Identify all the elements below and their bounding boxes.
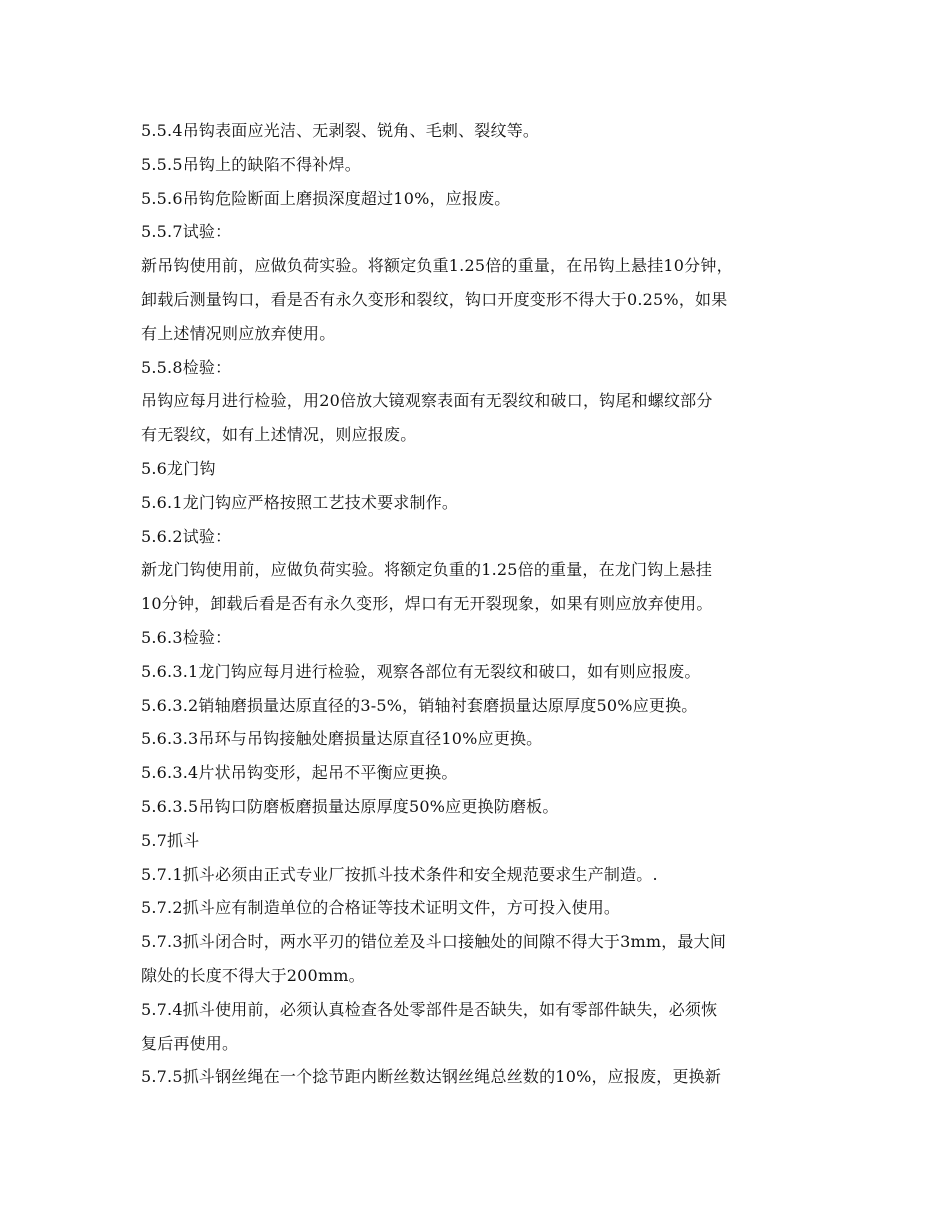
text-line: 5.6.1龙门钩应严格按照工艺技术要求制作。 (141, 492, 459, 512)
text-line: 10分钟，卸载后看是否有永久变形，焊口有无开裂现象，如果有则应放弃使用。 (141, 594, 713, 614)
section-heading: 5.6.2试验： (141, 526, 232, 546)
section-heading: 5.5.7试验： (141, 222, 232, 242)
text-line: 新吊钩使用前，应做负荷实验。将额定负重1.25倍的重量，在吊钩上悬挂10分钟， (141, 256, 733, 276)
text-line: 5.5.4吊钩表面应光洁、无剥裂、锐角、毛刺、裂纹等。 (141, 121, 540, 140)
section-heading: 5.6龙门钩 (141, 458, 216, 478)
text-line: 新龙门钩使用前，应做负荷实验。将额定负重的1.25倍的重量，在龙门钩上悬挂 (141, 560, 713, 580)
text-line: 卸载后测量钩口，看是否有永久变形和裂纹，钩口开度变形不得大于0.25%，如果 (141, 289, 728, 309)
text-line: 5.6.3.2销轴磨损量达原直径的3-5%，销轴衬套磨损量达原厚度50%应更换。 (141, 695, 698, 715)
text-line: 5.7.1抓斗必须由正式专业厂按抓斗技术条件和安全规范要求生产制造。. (141, 864, 658, 884)
text-line: 5.7.2抓斗应有制造单位的合格证等技术证明文件，方可投入使用。 (141, 898, 621, 918)
text-line: 复后再使用。 (141, 1033, 239, 1053)
text-line: 5.5.6吊钩危险断面上磨损深度超过10%，应报废。 (141, 188, 511, 208)
text-line: 5.7.5抓斗钢丝绳在一个捻节距内断丝数达钢丝绳总丝数的10%，应报废，更换新 (141, 1067, 722, 1087)
text-line: 5.6.3.3吊环与吊钩接触处磨损量达原直径10%应更换。 (141, 729, 543, 749)
text-line: 5.6.3.4片状吊钩变形，起吊不平衡应更换。 (141, 763, 458, 783)
section-heading: 5.7抓斗 (141, 830, 200, 850)
text-line: 5.6.3.1龙门钩应每月进行检验，观察各部位有无裂纹和破口，如有则应报废。 (141, 661, 701, 681)
section-heading: 5.6.3检验： (141, 627, 232, 647)
text-line: 有无裂纹，如有上述情况，则应报废。 (141, 425, 417, 445)
text-line: 吊钩应每月进行检验，用20倍放大镜观察表面有无裂纹和破口，钩尾和螺纹部分 (141, 391, 713, 411)
section-heading: 5.5.8检验： (141, 357, 232, 377)
text-line: 隙处的长度不得大于200mm。 (141, 965, 365, 985)
text-line: 5.6.3.5吊钩口防磨板磨损量达原厚度50%应更换防磨板。 (141, 796, 559, 816)
text-line: 5.7.3抓斗闭合时，两水平刃的错位差及斗口接触处的间隙不得大于3mm，最大间 (141, 932, 727, 952)
text-line: 5.7.4抓斗使用前，必须认真检查各处零部件是否缺失，如有零部件缺失，必须恢 (141, 999, 718, 1019)
text-line: 有上述情况则应放弃使用。 (141, 323, 336, 343)
text-line: 5.5.5吊钩上的缺陷不得补焊。 (141, 154, 361, 174)
document-body (141, 114, 831, 1094)
